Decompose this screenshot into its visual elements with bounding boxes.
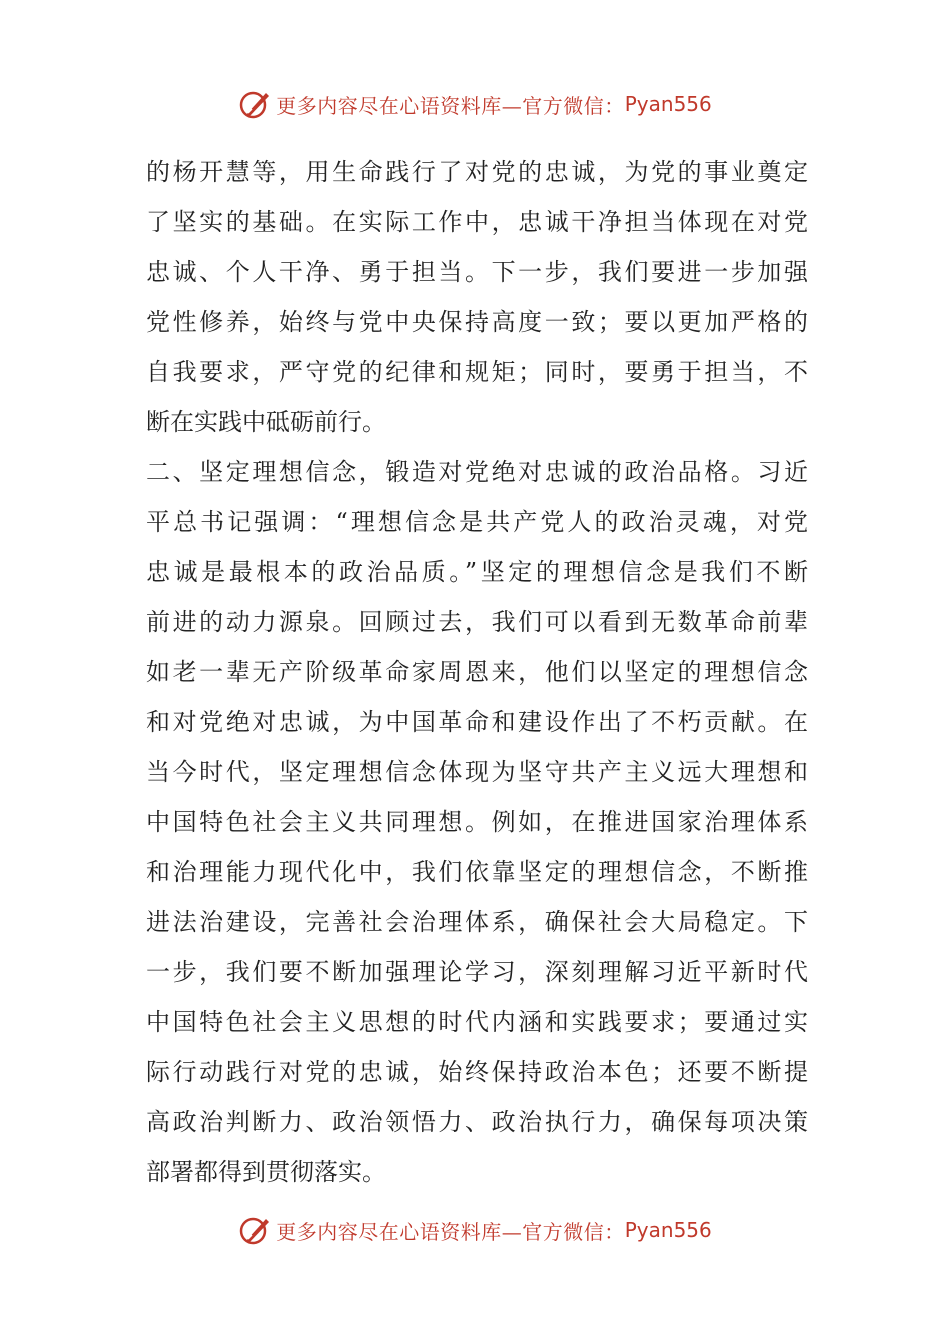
footer-banner: [0, 1210, 950, 1250]
body-line: 二、坚定理想信念，锻造对党绝对忠诚的政治品格。习近: [146, 458, 808, 486]
body-line: 如老一辈无产阶级革命家周恩来，他们以坚定的理想信念: [146, 658, 808, 686]
header-wechat-id: Pyan556: [624, 92, 712, 116]
body-line: 进法治建设，完善社会治理体系，确保社会大局稳定。下: [146, 908, 808, 936]
body-line: 高政治判断力、政治领悟力、政治执行力，确保每项决策: [146, 1108, 808, 1136]
body-line: 部署都得到贯彻落实。: [146, 1158, 386, 1186]
body-line: 的杨开慧等，用生命践行了对党的忠诚，为党的事业奠定: [146, 158, 808, 186]
body-line: 自我要求，严守党的纪律和规矩；同时，要勇于担当，不: [146, 358, 808, 386]
body-line: 际行动践行对党的忠诚，始终保持政治本色；还要不断提: [146, 1058, 808, 1086]
document-body: [146, 147, 808, 1197]
body-line: 一步，我们要不断加强理论学习，深刻理解习近平新时代: [146, 958, 808, 986]
footer-wechat-id: Pyan556: [624, 1218, 712, 1242]
body-line: 和治理能力现代化中，我们依靠坚定的理想信念，不断推: [146, 858, 808, 886]
body-line: 前进的动力源泉。回顾过去，我们可以看到无数革命前辈: [146, 608, 808, 636]
body-line: 当今时代，坚定理想信念体现为坚守共产主义远大理想和: [146, 758, 808, 786]
body-line: 断在实践中砥砺前行。: [146, 408, 386, 436]
body-line: 忠诚是最根本的政治品质。”坚定的理想信念是我们不断: [146, 558, 808, 586]
header-banner-text: 更多内容尽在心语资料库—官方微信：: [276, 93, 625, 118]
footer-banner-text: 更多内容尽在心语资料库—官方微信：: [276, 1219, 625, 1244]
body-line: 和对党绝对忠诚，为中国革命和建设作出了不朽贡献。在: [146, 708, 808, 736]
body-line: 党性修养，始终与党中央保持高度一致；要以更加严格的: [146, 308, 808, 336]
header-banner: [0, 84, 950, 124]
body-line: 中国特色社会主义共同理想。例如，在推进国家治理体系: [146, 808, 808, 836]
body-line: 中国特色社会主义思想的时代内涵和实践要求；要通过实: [146, 1008, 808, 1036]
quill-pen-logo-icon: [238, 87, 272, 121]
body-line: 了坚实的基础。在实际工作中，忠诚干净担当体现在对党: [146, 208, 808, 236]
quill-pen-logo-icon: [238, 1213, 272, 1247]
body-line: 平总书记强调：“理想信念是共产党人的政治灵魂，对党: [146, 508, 808, 536]
body-line: 忠诚、个人干净、勇于担当。下一步，我们要进一步加强: [146, 258, 808, 286]
